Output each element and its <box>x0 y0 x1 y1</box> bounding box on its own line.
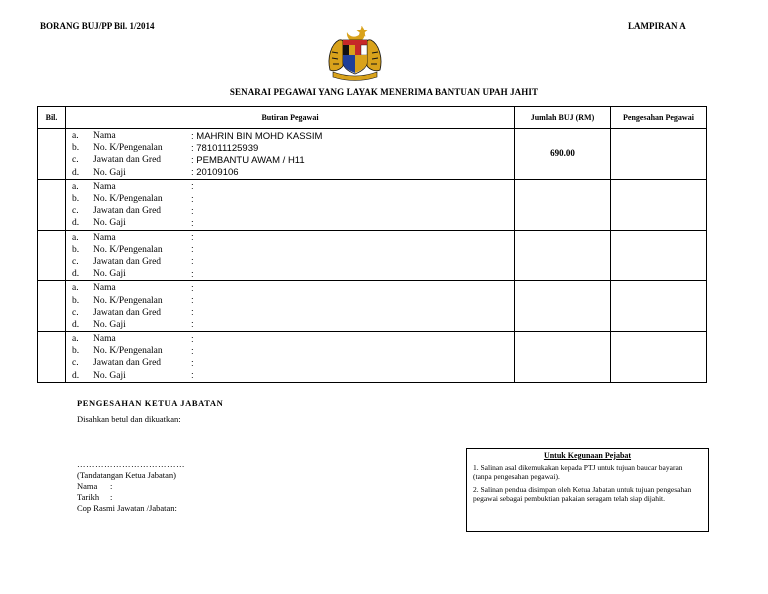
employee-fields <box>66 231 514 281</box>
cell-bil <box>38 281 66 332</box>
signature-date-field <box>77 492 112 502</box>
employee-table <box>37 106 707 383</box>
field-value: : <box>191 319 194 331</box>
field-label: No. K/Pengenalan <box>93 346 163 357</box>
form-reference: BORANG BUJ/PP Bil. 1/2014 <box>40 21 155 31</box>
field-value: : <box>191 357 194 369</box>
cell-details <box>66 230 515 281</box>
field-letter: c. <box>72 206 79 217</box>
signature-label: (Tandatangan Ketua Jabatan) <box>77 470 176 480</box>
field-letter: b. <box>72 346 80 357</box>
field-letter: c. <box>72 155 79 166</box>
field-label: Jawatan dan Gred <box>93 155 162 166</box>
field-letter: d. <box>72 269 80 280</box>
cell-verification[interactable] <box>611 332 707 383</box>
field-value: : 20109106 <box>191 167 239 179</box>
cell-amount <box>515 332 611 383</box>
field-row <box>66 333 514 345</box>
field-letter: b. <box>72 295 80 306</box>
cell-verification[interactable] <box>611 179 707 230</box>
field-letter: b. <box>72 244 80 255</box>
table-header-row <box>38 107 707 129</box>
field-label: Nama <box>93 334 116 345</box>
table-row <box>38 281 707 332</box>
field-row <box>66 319 514 331</box>
field-letter: a. <box>72 131 79 142</box>
field-row <box>66 205 514 217</box>
field-row <box>66 268 514 280</box>
table-row <box>38 129 707 180</box>
name-colon: : <box>110 481 113 491</box>
cell-amount <box>515 230 611 281</box>
field-row <box>66 294 514 306</box>
cell-amount: 690.00 <box>515 129 611 180</box>
field-value: : <box>191 345 194 357</box>
table-row <box>38 332 707 383</box>
office-use-title: Untuk Kegunaan Pejabat <box>543 451 632 460</box>
field-label: Jawatan dan Gred <box>93 358 162 369</box>
field-label: No. Gaji <box>93 370 126 381</box>
field-value: : <box>191 282 194 294</box>
field-value: : <box>191 307 194 319</box>
malaysia-coat-of-arms-icon <box>325 22 385 82</box>
document-title: SENARAI PEGAWAI YANG LAYAK MENERIMA BANTUAN UPAH JAHIT <box>229 87 539 97</box>
field-row <box>66 154 514 166</box>
field-letter: a. <box>72 283 79 294</box>
field-row <box>66 256 514 268</box>
field-letter: a. <box>72 334 79 345</box>
field-value: : <box>191 181 194 193</box>
header-verification: Pengesahan Pegawai <box>611 107 707 129</box>
field-row <box>66 345 514 357</box>
header-bil: Bil. <box>38 107 66 129</box>
field-row <box>66 244 514 256</box>
field-value: : PEMBANTU AWAM / H11 <box>191 154 305 166</box>
cell-details <box>66 129 515 180</box>
stamp-label: Cop Rasmi Jawatan /Jabatan: <box>77 503 177 513</box>
field-row <box>66 307 514 319</box>
name-label: Nama <box>77 481 98 491</box>
appendix-label: LAMPIRAN A <box>628 21 686 31</box>
field-row <box>66 181 514 193</box>
field-value: : <box>191 256 194 268</box>
field-label: No. Gaji <box>93 269 126 280</box>
office-note-1: 1. Salinan asal dikemukakan kepada PTJ untuk tujuan baucar bayaran (tanpa pengesahan pegawai). <box>473 463 683 481</box>
field-label: Jawatan dan Gred <box>93 307 162 318</box>
table-row <box>38 230 707 281</box>
field-value: : 781011125939 <box>191 142 259 154</box>
field-letter: d. <box>72 218 80 229</box>
field-row <box>66 370 514 382</box>
field-label: No. Gaji <box>93 319 126 330</box>
cell-bil <box>38 129 66 180</box>
field-letter: d. <box>72 167 80 178</box>
employee-fields <box>66 332 514 382</box>
field-label: No. K/Pengenalan <box>93 143 163 154</box>
field-row <box>66 217 514 229</box>
field-label: Nama <box>93 283 116 294</box>
office-note-2: 2. Salinan pendua disimpan oleh Ketua Jabatan untuk tujuan pengesahan pegawai sebagai pembuktian pakaian seragam telah siap dijahit. <box>473 485 692 503</box>
field-letter: b. <box>72 143 80 154</box>
employee-fields <box>66 180 514 230</box>
header-amount: Jumlah BUJ (RM) <box>515 107 611 129</box>
field-label: No. K/Pengenalan <box>93 244 163 255</box>
cell-amount <box>515 281 611 332</box>
field-value: : MAHRIN BIN MOHD KASSIM <box>191 130 323 142</box>
field-letter: a. <box>72 232 79 243</box>
field-row <box>66 142 514 154</box>
field-label: No. Gaji <box>93 218 126 229</box>
header-details: Butiran Pegawai <box>66 107 515 129</box>
field-value: : <box>191 333 194 345</box>
cell-bil <box>38 230 66 281</box>
hod-confirm-text: Disahkan betul dan dikuatkan: <box>77 414 181 424</box>
cell-verification[interactable] <box>611 230 707 281</box>
cell-details <box>66 332 515 383</box>
field-value: : <box>191 217 194 229</box>
field-row <box>66 232 514 244</box>
cell-details <box>66 281 515 332</box>
field-value: : <box>191 268 194 280</box>
cell-verification[interactable] <box>611 129 707 180</box>
hod-section-title: PENGESAHAN KETUA JABATAN <box>77 398 224 408</box>
field-label: Nama <box>93 232 116 243</box>
field-label: No. K/Pengenalan <box>93 194 163 205</box>
table-row <box>38 179 707 230</box>
signature-name-field <box>77 481 112 491</box>
field-letter: c. <box>72 307 79 318</box>
field-row <box>66 193 514 205</box>
field-letter: d. <box>72 370 80 381</box>
cell-details <box>66 179 515 230</box>
field-label: Jawatan dan Gred <box>93 256 162 267</box>
field-label: Jawatan dan Gred <box>93 206 162 217</box>
field-value: : <box>191 205 194 217</box>
field-value: : <box>191 295 194 307</box>
field-row <box>66 282 514 294</box>
cell-amount <box>515 179 611 230</box>
signature-line: ……………………………… <box>77 459 185 469</box>
field-value: : <box>191 232 194 244</box>
field-letter: c. <box>72 256 79 267</box>
field-label: No. Gaji <box>93 167 126 178</box>
date-colon: : <box>110 492 113 502</box>
field-letter: b. <box>72 194 80 205</box>
field-row <box>66 167 514 179</box>
cell-bil <box>38 179 66 230</box>
office-use-box <box>466 448 709 532</box>
field-row <box>66 130 514 142</box>
field-value: : <box>191 193 194 205</box>
field-label: Nama <box>93 181 116 192</box>
cell-bil <box>38 332 66 383</box>
field-letter: a. <box>72 181 79 192</box>
field-label: Nama <box>93 131 116 142</box>
field-row <box>66 357 514 369</box>
field-letter: c. <box>72 358 79 369</box>
field-value: : <box>191 244 194 256</box>
cell-verification[interactable] <box>611 281 707 332</box>
date-label: Tarikh <box>77 492 100 502</box>
employee-fields <box>66 129 514 179</box>
employee-fields <box>66 281 514 331</box>
field-letter: d. <box>72 319 80 330</box>
field-value: : <box>191 370 194 382</box>
field-label: No. K/Pengenalan <box>93 295 163 306</box>
